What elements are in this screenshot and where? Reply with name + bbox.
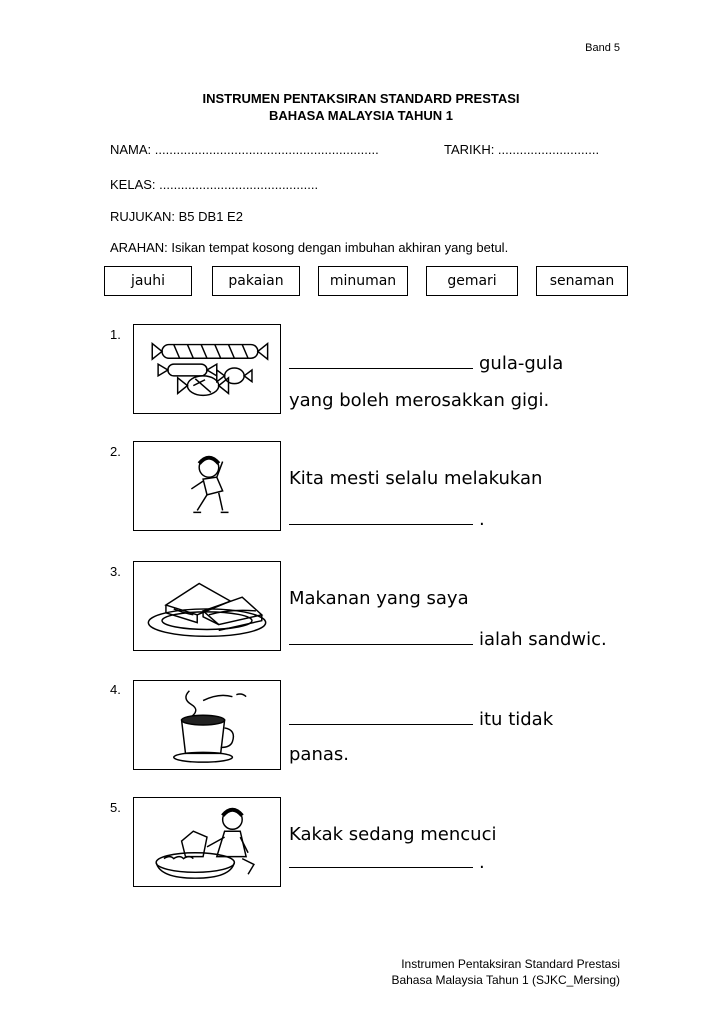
washing-clothes-icon — [133, 797, 281, 887]
question-3-number: 3. — [110, 564, 121, 579]
footer-line-1: Instrumen Pentaksiran Standard Prestasi — [401, 957, 620, 971]
arahan-instruction: ARAHAN: Isikan tempat kosong dengan imbuhan akhiran yang betul. — [110, 240, 509, 255]
question-4-number: 4. — [110, 682, 121, 697]
answer-blank-2[interactable] — [289, 506, 473, 525]
kelas-field: KELAS: ............................................ — [110, 177, 319, 192]
document-title — [105, 90, 617, 124]
question-2-line-2 — [289, 506, 485, 530]
question-4-line-1 — [289, 706, 553, 730]
word-bank-gemari: gemari — [426, 266, 518, 296]
question-1-line-1 — [289, 350, 563, 374]
answer-blank-5[interactable] — [289, 849, 473, 868]
question-1-line-2: yang boleh merosakkan gigi. — [289, 390, 550, 411]
nama-field: NAMA: .............................................................. — [110, 142, 379, 157]
word-bank-pakaian: pakaian — [212, 266, 300, 296]
question-5-text-after-blank: . — [479, 852, 485, 873]
question-3-text-after-blank: ialah sandwic. — [479, 629, 607, 650]
title-line-2: BAHASA MALAYSIA TAHUN 1 — [269, 108, 453, 123]
band-label: Band 5 — [585, 42, 620, 54]
word-bank-senaman: senaman — [536, 266, 628, 296]
question-2-line-1: Kita mesti selalu melakukan — [289, 468, 543, 489]
question-1-number: 1. — [110, 327, 121, 342]
word-bank-minuman: minuman — [318, 266, 408, 296]
candy-icon — [133, 324, 281, 414]
footer — [391, 956, 620, 988]
question-5-line-1: Kakak sedang mencuci — [289, 824, 497, 845]
question-5-line-2 — [289, 849, 485, 873]
question-2-number: 2. — [110, 444, 121, 459]
hot-cup-icon — [133, 680, 281, 770]
answer-blank-1[interactable] — [289, 350, 473, 369]
exercising-child-icon — [133, 441, 281, 531]
question-2-text-after-blank: . — [479, 509, 485, 530]
tarikh-field: TARIKH: ............................ — [444, 142, 600, 157]
answer-blank-4[interactable] — [289, 706, 473, 725]
question-5-number: 5. — [110, 800, 121, 815]
question-4-line-2: panas. — [289, 744, 349, 765]
answer-blank-3[interactable] — [289, 626, 473, 645]
word-bank-jauhi: jauhi — [104, 266, 192, 296]
title-line-1: INSTRUMEN PENTAKSIRAN STANDARD PRESTASI — [202, 91, 520, 106]
sandwich-icon — [133, 561, 281, 651]
rujukan-field: RUJUKAN: B5 DB1 E2 — [110, 209, 243, 224]
question-3-line-2 — [289, 626, 607, 650]
question-4-text-after-blank: itu tidak — [479, 709, 554, 730]
question-3-line-1: Makanan yang saya — [289, 588, 469, 609]
question-1-text-after-blank: gula-gula — [479, 353, 564, 374]
footer-line-2: Bahasa Malaysia Tahun 1 (SJKC_Mersing) — [391, 973, 620, 987]
